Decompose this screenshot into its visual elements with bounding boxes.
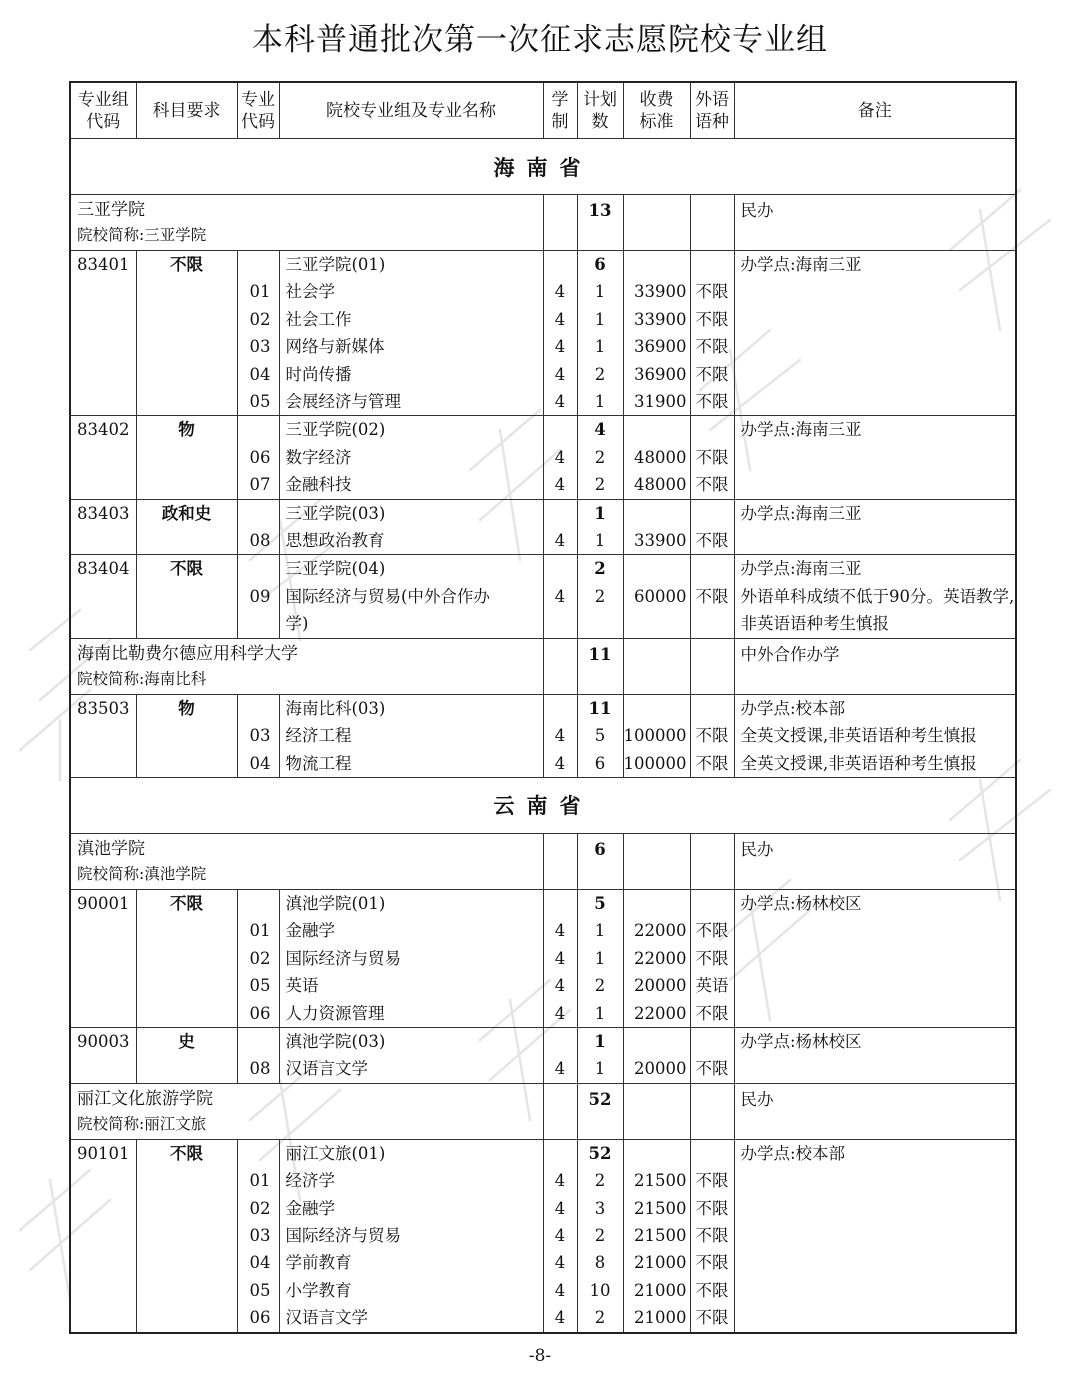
group-code: 90101 [77, 1143, 130, 1163]
group-row [70, 889, 1016, 1027]
group-remark: 办学点:杨林校区 [740, 1031, 862, 1051]
page-number: -8- [528, 1346, 552, 1366]
group-name: 滇池学院(03) [285, 1031, 386, 1051]
major-code: 05 [249, 392, 271, 412]
major-fee: 31900 [634, 392, 687, 412]
major-lang: 不限 [695, 726, 729, 746]
major-name: 金融学 [285, 1198, 335, 1218]
major-fee: 100000 [623, 753, 687, 773]
subject-requirement: 不限 [170, 559, 203, 579]
major-code: 02 [249, 309, 271, 329]
group-name: 三亚学院(04) [285, 559, 386, 579]
group-name: 海南比科(03) [285, 698, 386, 718]
major-name: 物流工程 [285, 753, 352, 773]
major-name: 会展经济与管理 [285, 392, 401, 412]
subject-requirement: 不限 [170, 255, 203, 274]
major-plan: 2 [594, 586, 606, 606]
university-total: 52 [588, 1089, 612, 1109]
major-code: 08 [249, 1059, 271, 1079]
major-code: 05 [249, 1280, 271, 1300]
major-plan: 10 [589, 1280, 611, 1300]
major-years: 4 [554, 337, 566, 357]
group-row [70, 416, 1016, 499]
major-plan: 2 [594, 1308, 606, 1328]
major-plan: 1 [594, 921, 606, 941]
header-fee: 收费 标准 [623, 82, 690, 139]
major-code: 04 [249, 1253, 271, 1273]
major-plan: 8 [594, 1253, 606, 1273]
group-total: 4 [594, 420, 606, 440]
major-fee: 36900 [634, 364, 687, 384]
region-row [70, 777, 1016, 833]
group-name: 三亚学院(02) [285, 420, 386, 440]
major-years: 4 [554, 1171, 566, 1191]
university-cell [70, 1083, 543, 1139]
group-name: 三亚学院(01) [285, 255, 386, 274]
header-name: 院校专业组及专业名称 [279, 82, 543, 139]
major-name: 社会学 [285, 282, 335, 302]
major-lang: 不限 [695, 1059, 729, 1079]
major-years: 4 [554, 1198, 566, 1218]
major-name: 小学教育 [285, 1280, 352, 1300]
major-years: 4 [554, 309, 566, 329]
major-fee: 36900 [634, 337, 687, 357]
group-total: 5 [594, 893, 606, 913]
group-total: 1 [594, 503, 606, 523]
major-plan: 1 [594, 1003, 606, 1023]
university-name: 海南比勒费尔德应用科学大学 [77, 643, 298, 664]
major-code: 01 [249, 921, 271, 941]
university-cell [70, 638, 543, 694]
major-years: 4 [554, 586, 566, 606]
university-total: 6 [594, 839, 606, 859]
region-name: 海南省 [70, 139, 1016, 195]
major-lang: 不限 [695, 753, 729, 773]
major-fee: 33900 [634, 309, 687, 329]
major-fee: 21000 [634, 1253, 687, 1273]
major-lang: 不限 [695, 1003, 729, 1023]
major-code: 06 [249, 1308, 271, 1328]
major-fee: 20000 [634, 976, 687, 996]
header-plan: 计划 数 [577, 82, 623, 139]
major-years: 4 [554, 753, 566, 773]
major-years: 4 [554, 1253, 566, 1273]
major-plan: 3 [594, 1198, 606, 1218]
region-name: 云南省 [70, 777, 1016, 833]
header-group-code: 专业组 代码 [70, 82, 136, 139]
table-body [70, 139, 1016, 1333]
major-name: 国际经济与贸易 [285, 948, 401, 968]
major-years: 4 [554, 726, 566, 746]
major-fee: 22000 [634, 921, 687, 941]
group-row [70, 1027, 1016, 1083]
group-remark: 办学点:校本部 [740, 1143, 846, 1163]
major-plan: 2 [594, 447, 606, 467]
group-row [70, 555, 1016, 638]
group-remark: 办学点:杨林校区 [740, 893, 862, 913]
major-fee: 33900 [634, 282, 687, 302]
major-code: 06 [249, 447, 271, 467]
group-code: 90003 [77, 1031, 130, 1051]
group-remark: 办学点:海南三亚 [740, 255, 862, 274]
subject-requirement: 物 [178, 698, 195, 718]
major-plan: 2 [594, 1171, 606, 1191]
major-lang: 不限 [695, 447, 729, 467]
major-name: 汉语言文学 [285, 1059, 368, 1079]
subject-requirement: 政和史 [161, 503, 212, 523]
group-total: 2 [594, 559, 606, 579]
admission-table [69, 81, 1017, 1334]
header-lang: 外语 语种 [690, 82, 734, 139]
major-years: 4 [554, 948, 566, 968]
major-plan: 1 [594, 1059, 606, 1079]
major-fee: 20000 [634, 1059, 687, 1079]
major-plan: 2 [594, 364, 606, 384]
major-plan: 2 [594, 976, 606, 996]
major-lang: 不限 [695, 1198, 729, 1218]
major-name: 国际经济与贸易(中外合作办 学) [285, 586, 490, 634]
major-plan: 5 [594, 726, 606, 746]
major-name: 人力资源管理 [285, 1003, 385, 1023]
university-row [70, 638, 1016, 694]
major-name: 国际经济与贸易 [285, 1225, 401, 1245]
major-name: 金融科技 [285, 475, 352, 495]
major-name: 思想政治教育 [285, 531, 385, 551]
major-code: 05 [249, 976, 271, 996]
major-years: 4 [554, 976, 566, 996]
major-plan: 1 [594, 282, 606, 302]
major-lang: 不限 [695, 1280, 729, 1300]
university-abbr: 院校简称:海南比科 [77, 669, 207, 688]
major-fee: 60000 [634, 586, 687, 606]
major-code: 03 [249, 1225, 271, 1245]
group-total: 6 [594, 255, 606, 274]
major-plan: 6 [594, 753, 606, 773]
group-remark: 办学点:校本部 [740, 698, 846, 718]
group-total: 1 [594, 1031, 606, 1051]
major-lang: 不限 [695, 531, 729, 551]
group-total: 52 [588, 1143, 612, 1163]
group-row [70, 1139, 1016, 1332]
subject-requirement: 不限 [170, 1143, 203, 1163]
group-remark: 办学点:海南三亚 [740, 503, 862, 523]
university-remark: 中外合作办学 [740, 644, 840, 664]
major-remark: 外语单科成绩不低于90分。英语教学,非英语语种考生慎报 [740, 586, 1015, 634]
major-fee: 48000 [634, 475, 687, 495]
subject-requirement: 物 [178, 420, 195, 440]
major-name: 汉语言文学 [285, 1308, 368, 1328]
group-code: 90001 [77, 893, 130, 913]
university-remark: 民办 [740, 1089, 774, 1109]
university-name: 滇池学院 [77, 838, 145, 859]
header-remark: 备注 [734, 82, 1016, 139]
university-row [70, 1083, 1016, 1139]
major-years: 4 [554, 392, 566, 412]
major-code: 07 [249, 475, 271, 495]
group-row [70, 251, 1016, 416]
subject-requirement: 不限 [170, 893, 203, 913]
major-years: 4 [554, 364, 566, 384]
major-lang: 不限 [695, 475, 729, 495]
major-lang: 不限 [695, 392, 729, 412]
university-row [70, 195, 1016, 251]
major-lang: 不限 [695, 1308, 729, 1328]
major-plan: 1 [594, 309, 606, 329]
major-years: 4 [554, 282, 566, 302]
major-years: 4 [554, 921, 566, 941]
major-fee: 21500 [634, 1198, 687, 1218]
major-lang: 不限 [695, 1225, 729, 1245]
major-code: 02 [249, 1198, 271, 1218]
major-years: 4 [554, 1225, 566, 1245]
major-fee: 100000 [623, 726, 687, 746]
major-years: 4 [554, 531, 566, 551]
group-code: 83404 [77, 559, 130, 579]
major-years: 4 [554, 1280, 566, 1300]
major-plan: 1 [594, 948, 606, 968]
major-name: 金融学 [285, 921, 335, 941]
major-plan: 1 [594, 337, 606, 357]
major-fee: 21500 [634, 1225, 687, 1245]
group-row [70, 694, 1016, 777]
university-row [70, 833, 1016, 889]
major-lang: 不限 [695, 948, 729, 968]
major-years: 4 [554, 475, 566, 495]
university-total: 13 [588, 201, 612, 220]
subject-requirement: 史 [178, 1031, 195, 1051]
major-name: 数字经济 [285, 447, 352, 467]
group-name: 滇池学院(01) [285, 893, 386, 913]
major-code: 04 [249, 364, 271, 384]
major-fee: 22000 [634, 1003, 687, 1023]
header-years: 学 制 [543, 82, 577, 139]
major-fee: 21500 [634, 1171, 687, 1191]
major-fee: 21000 [634, 1308, 687, 1328]
major-fee: 22000 [634, 948, 687, 968]
header-subject-req: 科目要求 [136, 82, 237, 139]
major-code: 03 [249, 726, 271, 746]
group-code: 83402 [77, 420, 130, 440]
group-remark: 办学点:海南三亚 [740, 559, 862, 579]
major-code: 09 [249, 586, 271, 606]
major-years: 4 [554, 1059, 566, 1079]
major-lang: 不限 [695, 586, 729, 606]
major-lang: 不限 [695, 364, 729, 384]
major-name: 网络与新媒体 [285, 337, 385, 357]
major-years: 4 [554, 1308, 566, 1328]
university-name: 丽江文化旅游学院 [77, 1088, 213, 1109]
major-code: 04 [249, 753, 271, 773]
major-code: 03 [249, 337, 271, 357]
university-total: 11 [588, 644, 612, 664]
major-code: 01 [249, 1171, 271, 1191]
major-years: 4 [554, 447, 566, 467]
major-code: 01 [249, 282, 271, 302]
major-lang: 不限 [695, 1253, 729, 1273]
major-lang: 不限 [695, 921, 729, 941]
group-name: 三亚学院(03) [285, 503, 386, 523]
major-fee: 21000 [634, 1280, 687, 1300]
university-cell [70, 195, 543, 251]
major-lang: 不限 [695, 337, 729, 357]
group-remark: 办学点:海南三亚 [740, 420, 862, 440]
major-name: 经济学 [285, 1171, 335, 1191]
major-plan: 2 [594, 1225, 606, 1245]
major-code: 06 [249, 1003, 271, 1023]
group-code: 83403 [77, 503, 130, 523]
group-code: 83503 [77, 698, 130, 718]
major-lang: 不限 [695, 309, 729, 329]
major-remark: 全英文授课,非英语语种考生慎报 [740, 753, 977, 773]
group-total: 11 [588, 698, 612, 718]
major-lang: 不限 [695, 282, 729, 302]
major-lang: 不限 [695, 1171, 729, 1191]
university-abbr: 院校简称:丽江文旅 [77, 1114, 207, 1133]
university-abbr: 院校简称:滇池学院 [77, 864, 207, 883]
major-fee: 33900 [634, 531, 687, 551]
region-row [70, 139, 1016, 195]
group-code: 83401 [77, 255, 130, 274]
major-years: 4 [554, 1003, 566, 1023]
group-row [70, 499, 1016, 555]
major-plan: 1 [594, 392, 606, 412]
university-cell [70, 833, 543, 889]
page-title: 本科普通批次第一次征求志愿院校专业组 [252, 22, 828, 58]
header-major-code: 专业 代码 [237, 82, 279, 139]
major-code: 08 [249, 531, 271, 551]
group-name: 丽江文旅(01) [285, 1143, 386, 1163]
header-row [70, 82, 1016, 139]
major-plan: 1 [594, 531, 606, 551]
university-abbr: 院校简称:三亚学院 [77, 226, 207, 244]
university-name: 三亚学院 [77, 200, 145, 220]
major-remark: 全英文授课,非英语语种考生慎报 [740, 726, 977, 746]
university-remark: 民办 [740, 201, 774, 220]
major-lang: 英语 [695, 976, 729, 996]
major-name: 社会工作 [285, 309, 352, 329]
major-fee: 48000 [634, 447, 687, 467]
major-name: 经济工程 [285, 726, 352, 746]
major-name: 时尚传播 [285, 364, 352, 384]
major-plan: 2 [594, 475, 606, 495]
major-name: 英语 [285, 976, 319, 996]
major-code: 02 [249, 948, 271, 968]
major-name: 学前教育 [285, 1253, 352, 1273]
university-remark: 民办 [740, 839, 774, 859]
